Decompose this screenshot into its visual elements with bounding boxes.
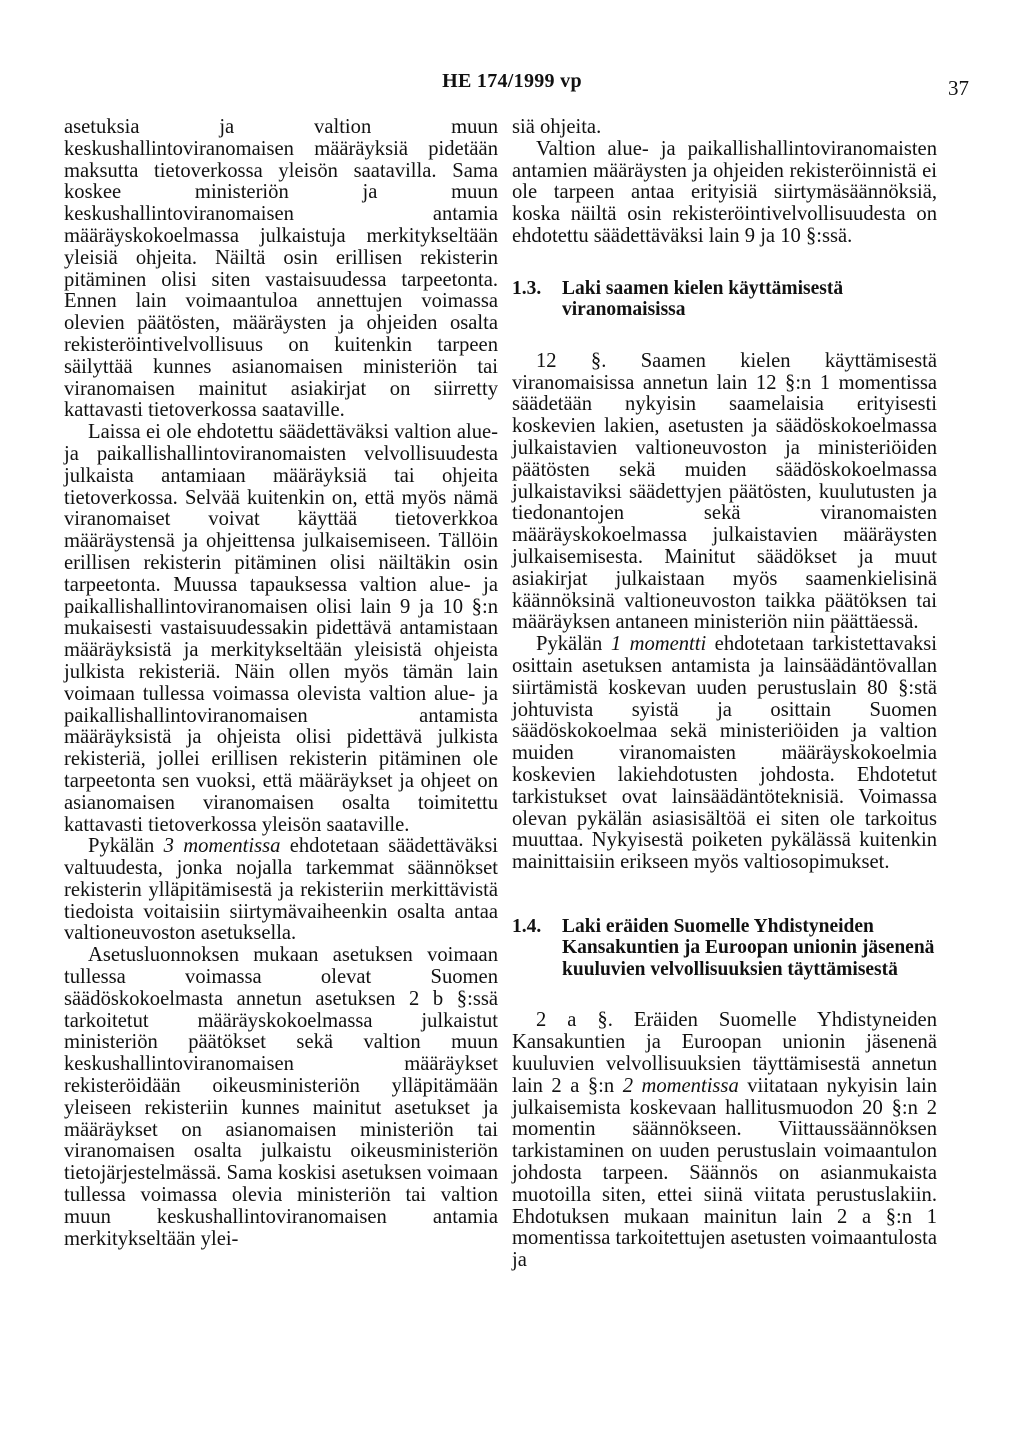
paragraph-text: 2 a §. Eräiden Suomelle Yhdistyneiden Kansakuntien ja Euroopan unionin jäsenenä kuuluvien velvollisuuksien täyttämisestä annetun lain 2 a §:n — [512, 1009, 937, 1097]
paragraph — [512, 1010, 937, 1272]
paragraph — [64, 836, 498, 945]
paragraph: Valtion alue- ja paikallishallintoviranomaisten antamien määräysten ja ohjeiden rekisteröinnistä ei ole tarpeen antaa erityisiä siirtymäsäännöksiä, koska näiltä osin rekisteröintivelvollisuudesta on ehdotettu säädettäväksi lain 9 ja 10 §:ssä. — [512, 137, 937, 247]
spacer — [512, 980, 937, 1010]
paragraph-text: viitataan nykyisin lain julkaisemista koskevaan hallitusmuodon 20 §:n 2 momentin säännökseen. Viittaussäännöksen tarkistaminen on uuden perustuslain voimaantulon johdosta tarpeen. Säännös on asianmukaista muotoilla siten, ettei siinä viitata perustuslakiin. Ehdotuksen mukaan mainitun lain 2 a §:n 1 momentissa tarkoitettujen asetusten voimaantulosta ja — [512, 1074, 938, 1272]
paragraph-text: Pykälän — [88, 835, 164, 858]
spacer — [512, 874, 937, 916]
section-number: 1.3. — [512, 277, 542, 299]
page-number: 37 — [948, 76, 969, 100]
paragraph-text: ehdotetaan tarkistettavaksi osittain asetuksen antamista ja lainsäädäntövallan siirtämistä koskevan uuden perustuslain 80 §:stä johtuvista syistä ja osittain Suomen säädöskokoelmaa sekä ministeriöiden ja valtion muiden viranomaisten määräyskokoelmia koskevien lakiehdotusten johdosta. Ehdotetut tarkistukset ovat lainsäädäntöteknisiä. Voimassa olevan pykälän asiasisältöä ei siten ole tarkoitus muuttaa. Nykyisestä poiketen pykälässä kuitenkin mainittaisiin erikseen myös valtiosopimukset. — [512, 633, 937, 874]
section-heading-1-3 — [512, 278, 937, 321]
paragraph-text: Pykälän — [536, 633, 611, 656]
section-number: 1.4. — [512, 915, 542, 937]
paragraph: asetuksia ja valtion muun keskushallintoviranomaisen määräyksiä pidetään maksutta tietoverkossa yleisön saatavilla. Sama koskee ministeriön ja muun keskushallintoviranomaisen antamia määräyskokoelmassa julkaistuja merkitykseltään yleisiä ohjeita. Näiltä osin erillisen rekisterin pitäminen olisi siten vastaisuudessa tarpeetonta. Ennen lain voimaantuloa annettujen voimassa olevien päätösten, määräysten ja ohjeiden osalta rekisteröintivelvollisuus on kuitenkin tarpeen säilyttää kunnes asianomaisen ministeriön tai viranomaisen mainitut asiakirjat on siirretty kattavasti tietoverkossa saataville. — [64, 116, 498, 422]
paragraph: Asetusluonnoksen mukaan asetuksen voimaan tullessa voimassa olevat Suomen säädöskokoelmasta annetun asetuksen 2 b §:ssä tarkoitetut määräyskokoelmassa julkaistut ministeriön päätökset sekä valtion muun keskushallintoviranomaisen määräykset rekisteröidään oikeusministeriön ylläpitämään yleiseen rekisteriin kunnes mainitut asetukset ja määräykset on asianomaisen ministeriön tai viranomaisen osalta julkaistu oikeusministeriön tietojärjestelmässä. Sama koskisi asetuksen voimaan tullessa voimassa olevia ministeriön tai valtion muun keskushallintoviranomaisen antamia merkitykseltään ylei- — [64, 944, 498, 1250]
spacer — [512, 321, 937, 351]
paragraph — [512, 634, 937, 874]
paragraph: 12 §. Saamen kielen käyttämisestä viranomaisissa annetun lain 12 §:n 1 momentissa säädetään nykyisin saamelaisia erityisesti koskevien lakien, asetusten ja säädöskokoelmassa julkaistavien valtioneuvoston ja ministeriöiden päätösten sekä muiden säädöskokoelmassa julkaistaviksi säädettyjen päätösten, kuulutusten ja tiedonantojen sekä viranomaisten määräyskokoelmassa julkaistavien määräysten julkaisemisesta. Mainitut säädökset ja muut asiakirjat julkaistaan myös saamenkielisinä käännöksinä valtioneuvoston taikka päätöksen tai määräyksen antaneen ministeriön niin päättäessä. — [512, 349, 937, 634]
emphasis-text: 1 momentti — [610, 633, 707, 656]
section-title: Laki eräiden Suomelle Yhdistyneiden Kansakuntien ja Euroopan unionin jäsenenä kuuluvien velvollisuuksien täyttämisestä — [562, 915, 935, 980]
right-column — [512, 117, 937, 1272]
paragraph-text: ehdotetaan säädettäväksi valtuudesta, jonka nojalla tarkemmat säännökset rekisterin ylläpitämisestä ja rekisteriin merkittävistä tiedoista voitaisiin siirtymävaiheenkin osalta antaa valtioneuvoston asetuksella. — [64, 835, 498, 945]
emphasis-text: 2 momentissa — [622, 1074, 739, 1097]
section-title: Laki saamen kielen käyttämisestä viranomaisissa — [562, 277, 844, 321]
emphasis-text: 3 momentissa — [163, 835, 281, 858]
page-header — [0, 70, 1024, 100]
spacer — [512, 248, 937, 278]
left-column — [64, 117, 498, 1250]
section-heading-1-4 — [512, 916, 937, 981]
document-reference: HE 174/1999 vp — [442, 70, 582, 92]
paragraph: Laissa ei ole ehdotettu säädettäväksi valtion alue- ja paikallishallintoviranomaisten velvollisuudesta julkaista antamiaan määräyksiä tai ohjeita tietoverkossa. Selvää kuitenkin on, että myös nämä viranomaiset voivat käyttää tietoverkkoa määräystensä ja ohjeittensa julkaisemiseen. Tällöin erillisen rekisterin pitäminen olisi näiltäkin osin tarpeetonta. Muussa tapauksessa valtion alue- ja paikallishallintoviranomaisen olisi lain 9 ja 10 §:n mukaisesti vastaisuudessakin pidettävä antamistaan määräyksistä ja merkitykseltään yleisistä ohjeista julkista rekisteriä. Näin ollen myös tämän lain voimaan tullessa voimassa olevista valtion alue- ja paikallishallintoviranomaisen antamista määräyksistä ja ohjeista olisi pidettävä julkista rekisteriä, jollei erillisen rekisterin pitäminen ole tarpeetonta sen vuoksi, että määräykset ja ohjeet on asianomaisen viranomaisen osalta toimitettu kattavasti tietoverkossa yleisön saataville. — [64, 421, 498, 836]
paragraph: siä ohjeita. — [512, 116, 602, 138]
